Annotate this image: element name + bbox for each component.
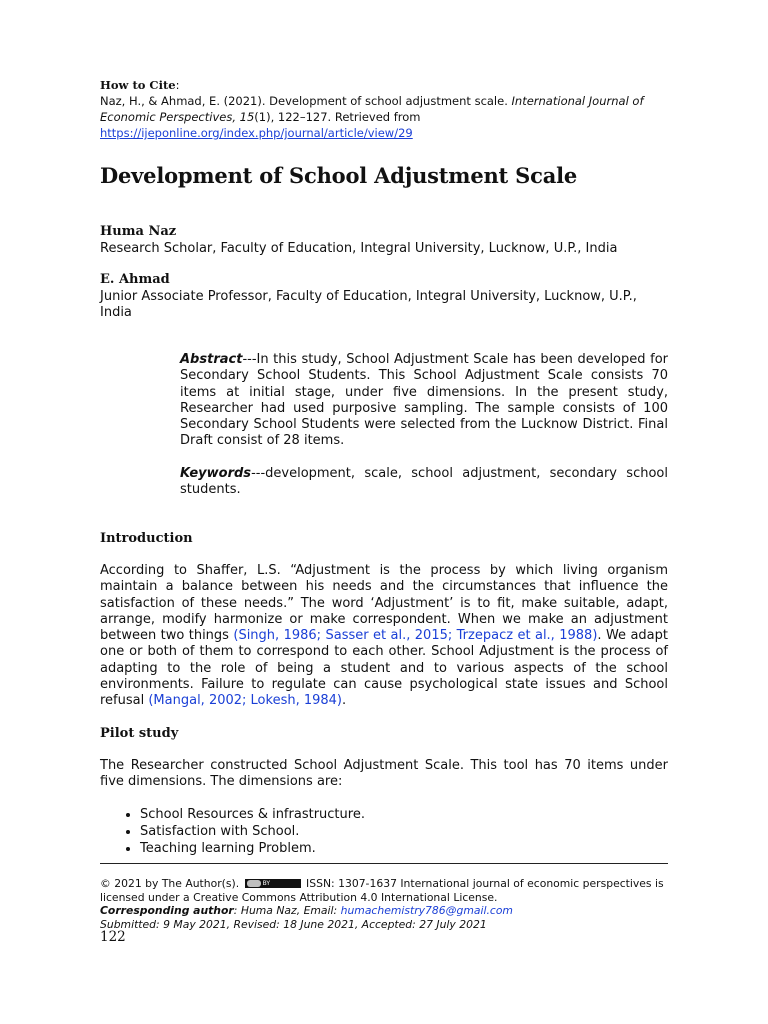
- copyright-text: © 2021 by The Author(s).: [100, 877, 240, 890]
- author-name: E. Ahmad: [100, 272, 170, 287]
- author-affiliation: Junior Associate Professor, Faculty of Education, Integral University, Lucknow, U.P., India: [100, 288, 637, 320]
- list-item: • Satisfaction with School.: [140, 823, 365, 840]
- section-heading-pilot-study: Pilot study: [100, 726, 179, 741]
- email-link[interactable]: humachemistry786@gmail.com: [340, 904, 513, 917]
- author-block-1: [100, 224, 668, 257]
- cite-journal: International Journal of Economic Perspectives, 15: [100, 94, 644, 124]
- submission-dates: Submitted: 9 May 2021, Revised: 18 June 2021, Accepted: 27 July 2021: [100, 917, 487, 931]
- list-item: • Teaching learning Problem.: [140, 840, 365, 857]
- keywords-label: Keywords: [180, 466, 252, 481]
- cc-license-icon: BY: [245, 879, 301, 888]
- cite-label: How to Cite: [100, 78, 176, 92]
- list-item: • School Resources & infrastructure.: [140, 806, 365, 823]
- author-affiliation: Research Scholar, Faculty of Education, Integral University, Lucknow, U.P., India: [100, 240, 618, 256]
- author-name: Huma Naz: [100, 224, 177, 239]
- section-heading-introduction: Introduction: [100, 531, 193, 546]
- keywords-text: ---development, scale, school adjustment, secondary school students.: [180, 466, 668, 498]
- how-to-cite: How to Cite: Naz, H., & Ahmad, E. (2021). Development of school adjustment scale. International Journal of Economic Perspectives, 15(1), 122–127. Retrieved from https://ijeponline.org/index.php/journal/article/view/29: [100, 78, 644, 140]
- footer-divider: [100, 863, 668, 864]
- citation-link[interactable]: (Mangal, 2002; Lokesh, 1984): [148, 693, 343, 709]
- citation-link[interactable]: (Singh, 1986; Sasser et al., 2015; Trzepacz et al., 1988): [233, 628, 598, 644]
- pilot-paragraph: The Researcher constructed School Adjustment Scale. This tool has 70 items under five dimensions. The dimensions are:: [100, 758, 668, 790]
- abstract-label: Abstract: [180, 352, 243, 367]
- author-block-2: [100, 272, 668, 322]
- keywords: [180, 466, 668, 499]
- corresponding-label: Corresponding author: [100, 904, 234, 917]
- page-number: 122: [100, 929, 126, 945]
- paper-title: Development of School Adjustment Scale: [100, 163, 578, 188]
- cite-text: Naz, H., & Ahmad, E. (2021). Development of school adjustment scale.: [100, 94, 512, 108]
- abstract-text: ---In this study, School Adjustment Scale has been developed for Secondary School Students. This School Adjustment Scale consists 70 items at initial stage, under five dimensions. In the present study, Researcher had used purposive sampling. The sample consists of 100 Secondary School Students were selected from the Lucknow District. Final Draft consist of 28 items.: [180, 352, 668, 449]
- footer-notes: © 2021 by The Author(s). BY ISSN: 1307-1637 International journal of economic perspectives is licensed under a Creative Commons Attribution 4.0 International License. Corresponding author: Huma Naz, Email: humachemistry786@gmail.com Submitted: 9 May 2021, Revised: 18 June 2021, Accepted: 27 July 2021: [100, 877, 664, 931]
- dimensions-list: [100, 806, 365, 858]
- cite-url-link[interactable]: https://ijeponline.org/index.php/journal/article/view/29: [100, 126, 413, 140]
- abstract: [180, 352, 668, 450]
- introduction-paragraph: According to Shaffer, L.S. “Adjustment is the process by which living organism maintain a balance between his needs and the circumstances that influence the satisfaction of these needs.” The word ‘Adjustment’ is to fit, make suitable, adapt, arrange, modify harmonize or make correspondent. When we make an adjustment between two things (Singh, 1986; Sasser et al., 2015; Trzepacz et al., 1988). We adapt one or both of them to correspond to each other. School Adjustment is the process of adapting to the role of being a student and to various aspects of the school environments. Failure to regulate can cause psychological state issues and School refusal (Mangal, 2002; Lokesh, 1984).: [100, 563, 668, 709]
- issn-text: ISSN: 1307-1637 International journal of economic perspectives is licensed under a Creative Commons Attribution 4.0 International License.: [100, 877, 664, 904]
